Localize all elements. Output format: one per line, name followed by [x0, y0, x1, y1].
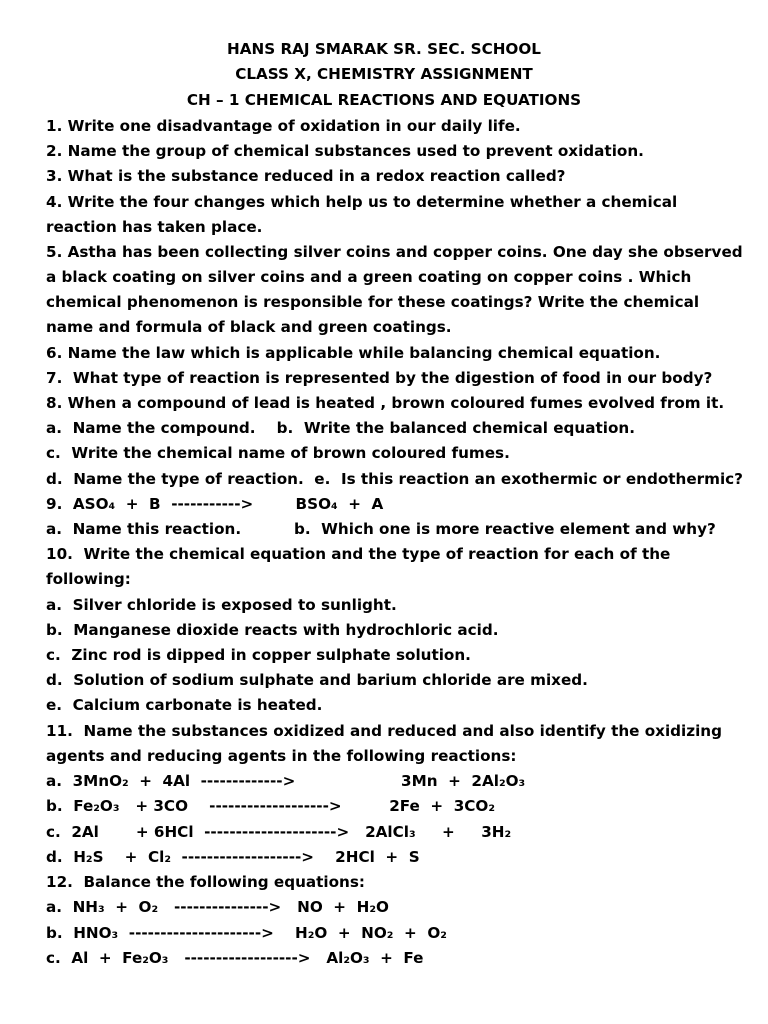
question-12-part-b: b. HNO₃ ---------------------> H₂O + NO₂ + O₂ [46, 924, 447, 942]
question-3: 3. What is the substance reduced in a redox reaction called? [46, 167, 566, 185]
question-9-parts-ab: a. Name this reaction. b. Which one is more reactive element and why? [46, 520, 716, 538]
question-10-part-e: e. Calcium carbonate is heated. [46, 696, 323, 714]
question-4-line-2: reaction has taken place. [46, 218, 263, 236]
question-2: 2. Name the group of chemical substances used to prevent oxidation. [46, 142, 644, 160]
school-name: HANS RAJ SMARAK SR. SEC. SCHOOL [227, 40, 541, 58]
question-8-part-c: c. Write the chemical name of brown coloured fumes. [46, 444, 510, 462]
question-10-part-c: c. Zinc rod is dipped in copper sulphate solution. [46, 646, 471, 664]
question-10-line-2: following: [46, 570, 131, 588]
question-11-part-d: d. H₂S + Cl₂ -------------------> 2HCl + S [46, 848, 420, 866]
question-8-parts-ab: a. Name the compound. b. Write the balanced chemical equation. [46, 419, 635, 437]
question-10-part-b: b. Manganese dioxide reacts with hydrochloric acid. [46, 621, 499, 639]
question-7: 7. What type of reaction is represented by the digestion of food in our body? [46, 369, 713, 387]
class-title: CLASS X, CHEMISTRY ASSIGNMENT [235, 65, 533, 83]
question-8: 8. When a compound of lead is heated , brown coloured fumes evolved from it. [46, 394, 725, 412]
question-5-line-1: 5. Astha has been collecting silver coins and copper coins. One day she observed [46, 243, 743, 261]
question-10-line-1: 10. Write the chemical equation and the type of reaction for each of the [46, 545, 671, 563]
question-11-line-1: 11. Name the substances oxidized and reduced and also identify the oxidizing [46, 722, 722, 740]
question-11-part-b: b. Fe₂O₃ + 3CO -------------------> 2Fe + 3CO₂ [46, 797, 495, 815]
question-5-line-3: chemical phenomenon is responsible for these coatings? Write the chemical [46, 293, 700, 311]
question-1: 1. Write one disadvantage of oxidation in our daily life. [46, 117, 521, 135]
chapter-title: CH – 1 CHEMICAL REACTIONS AND EQUATIONS [186, 91, 582, 109]
question-5-line-2: a black coating on silver coins and a green coating on copper coins . Which [46, 268, 692, 286]
question-10-part-a: a. Silver chloride is exposed to sunlight. [46, 596, 397, 614]
question-12-part-a: a. NH₃ + O₂ ---------------> NO + H₂O [46, 898, 389, 916]
question-9: 9. ASO₄ + B -----------> BSO₄ + A [46, 495, 384, 513]
question-8-parts-de: d. Name the type of reaction. e. Is this reaction an exothermic or endothermic? [46, 470, 743, 488]
question-5-line-4: name and formula of black and green coatings. [46, 318, 452, 336]
question-11-line-2: agents and reducing agents in the following reactions: [46, 747, 517, 765]
question-6: 6. Name the law which is applicable while balancing chemical equation. [46, 344, 661, 362]
question-12-part-c: c. Al + Fe₂O₃ ------------------> Al₂O₃ + Fe [46, 949, 424, 967]
question-12: 12. Balance the following equations: [46, 873, 365, 891]
question-10-part-d: d. Solution of sodium sulphate and barium chloride are mixed. [46, 671, 588, 689]
question-11-part-a: a. 3MnO₂ + 4Al -------------> 3Mn + 2Al₂O₃ [46, 772, 526, 790]
question-11-part-c: c. 2Al + 6HCl ---------------------> 2AlCl₃ + 3H₂ [46, 823, 512, 841]
question-4-line-1: 4. Write the four changes which help us to determine whether a chemical [46, 193, 678, 211]
